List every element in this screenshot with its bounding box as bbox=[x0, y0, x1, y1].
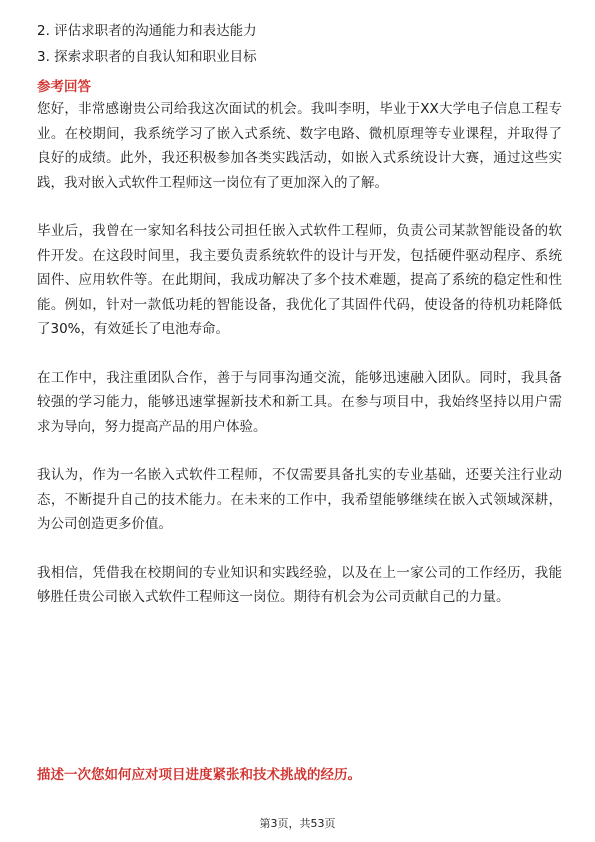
answer-paragraph-3: 在工作中，我注重团队合作，善于与同事沟通交流，能够迅速融入团队。同时，我具备较强的学习能力，能够迅速掌握新技术和新工具。在参与项目中，我始终坚持以用户需求为导向，努力提高产品的用户体验。 bbox=[37, 369, 562, 435]
answer-paragraph-1: 您好，非常感谢贵公司给我这次面试的机会。我叫李明，毕业于XX大学电子信息工程专业。在校期间，我系统学习了嵌入式系统、数字电路、微机原理等专业课程，并取得了良好的成绩。此外，我还积极参加各类实践活动，如嵌入式系统设计大赛，通过这些实践，我对嵌入式软件工程师这一岗位有了更加深入的了解。 bbox=[37, 101, 562, 191]
list-item-3: 3. 探索求职者的自我认知和职业目标 bbox=[37, 49, 257, 65]
list-item-2: 2. 评估求职者的沟通能力和表达能力 bbox=[37, 23, 257, 39]
page-footer: 第3页，共53页 bbox=[259, 817, 336, 830]
answer-paragraph-4: 我认为，作为一名嵌入式软件工程师，不仅需要具备扎实的专业基础，还要关注行业动态，不断提升自己的技术能力。在未来的工作中，我希望能够继续在嵌入式领域深耕，为公司创造更多价值。 bbox=[37, 467, 562, 532]
page-content bbox=[37, 22, 562, 610]
next-question: 描述一次您如何应对项目进度紧张和技术挑战的经历。 bbox=[37, 767, 361, 783]
answer-heading: 参考回答 bbox=[37, 79, 91, 95]
answer-paragraph-2: 毕业后，我曾在一家知名科技公司担任嵌入式软件工程师，负责公司某款智能设备的软件开发。在这段时间里，我主要负责系统软件的设计与开发，包括硬件驱动程序、系统固件、应用软件等。在此期间，我成功解决了多个技术难题，提高了系统的稳定性和性能。例如，针对一款低功耗的智能设备，我优化了其固件代码，使设备的待机功耗降低了30%，有效延长了电池寿命。 bbox=[37, 223, 562, 337]
answer-paragraph-5: 我相信，凭借我在校期间的专业知识和实践经验，以及在上一家公司的工作经历，我能够胜任贵公司嵌入式软件工程师这一岗位。期待有机会为公司贡献自己的力量。 bbox=[37, 564, 562, 605]
